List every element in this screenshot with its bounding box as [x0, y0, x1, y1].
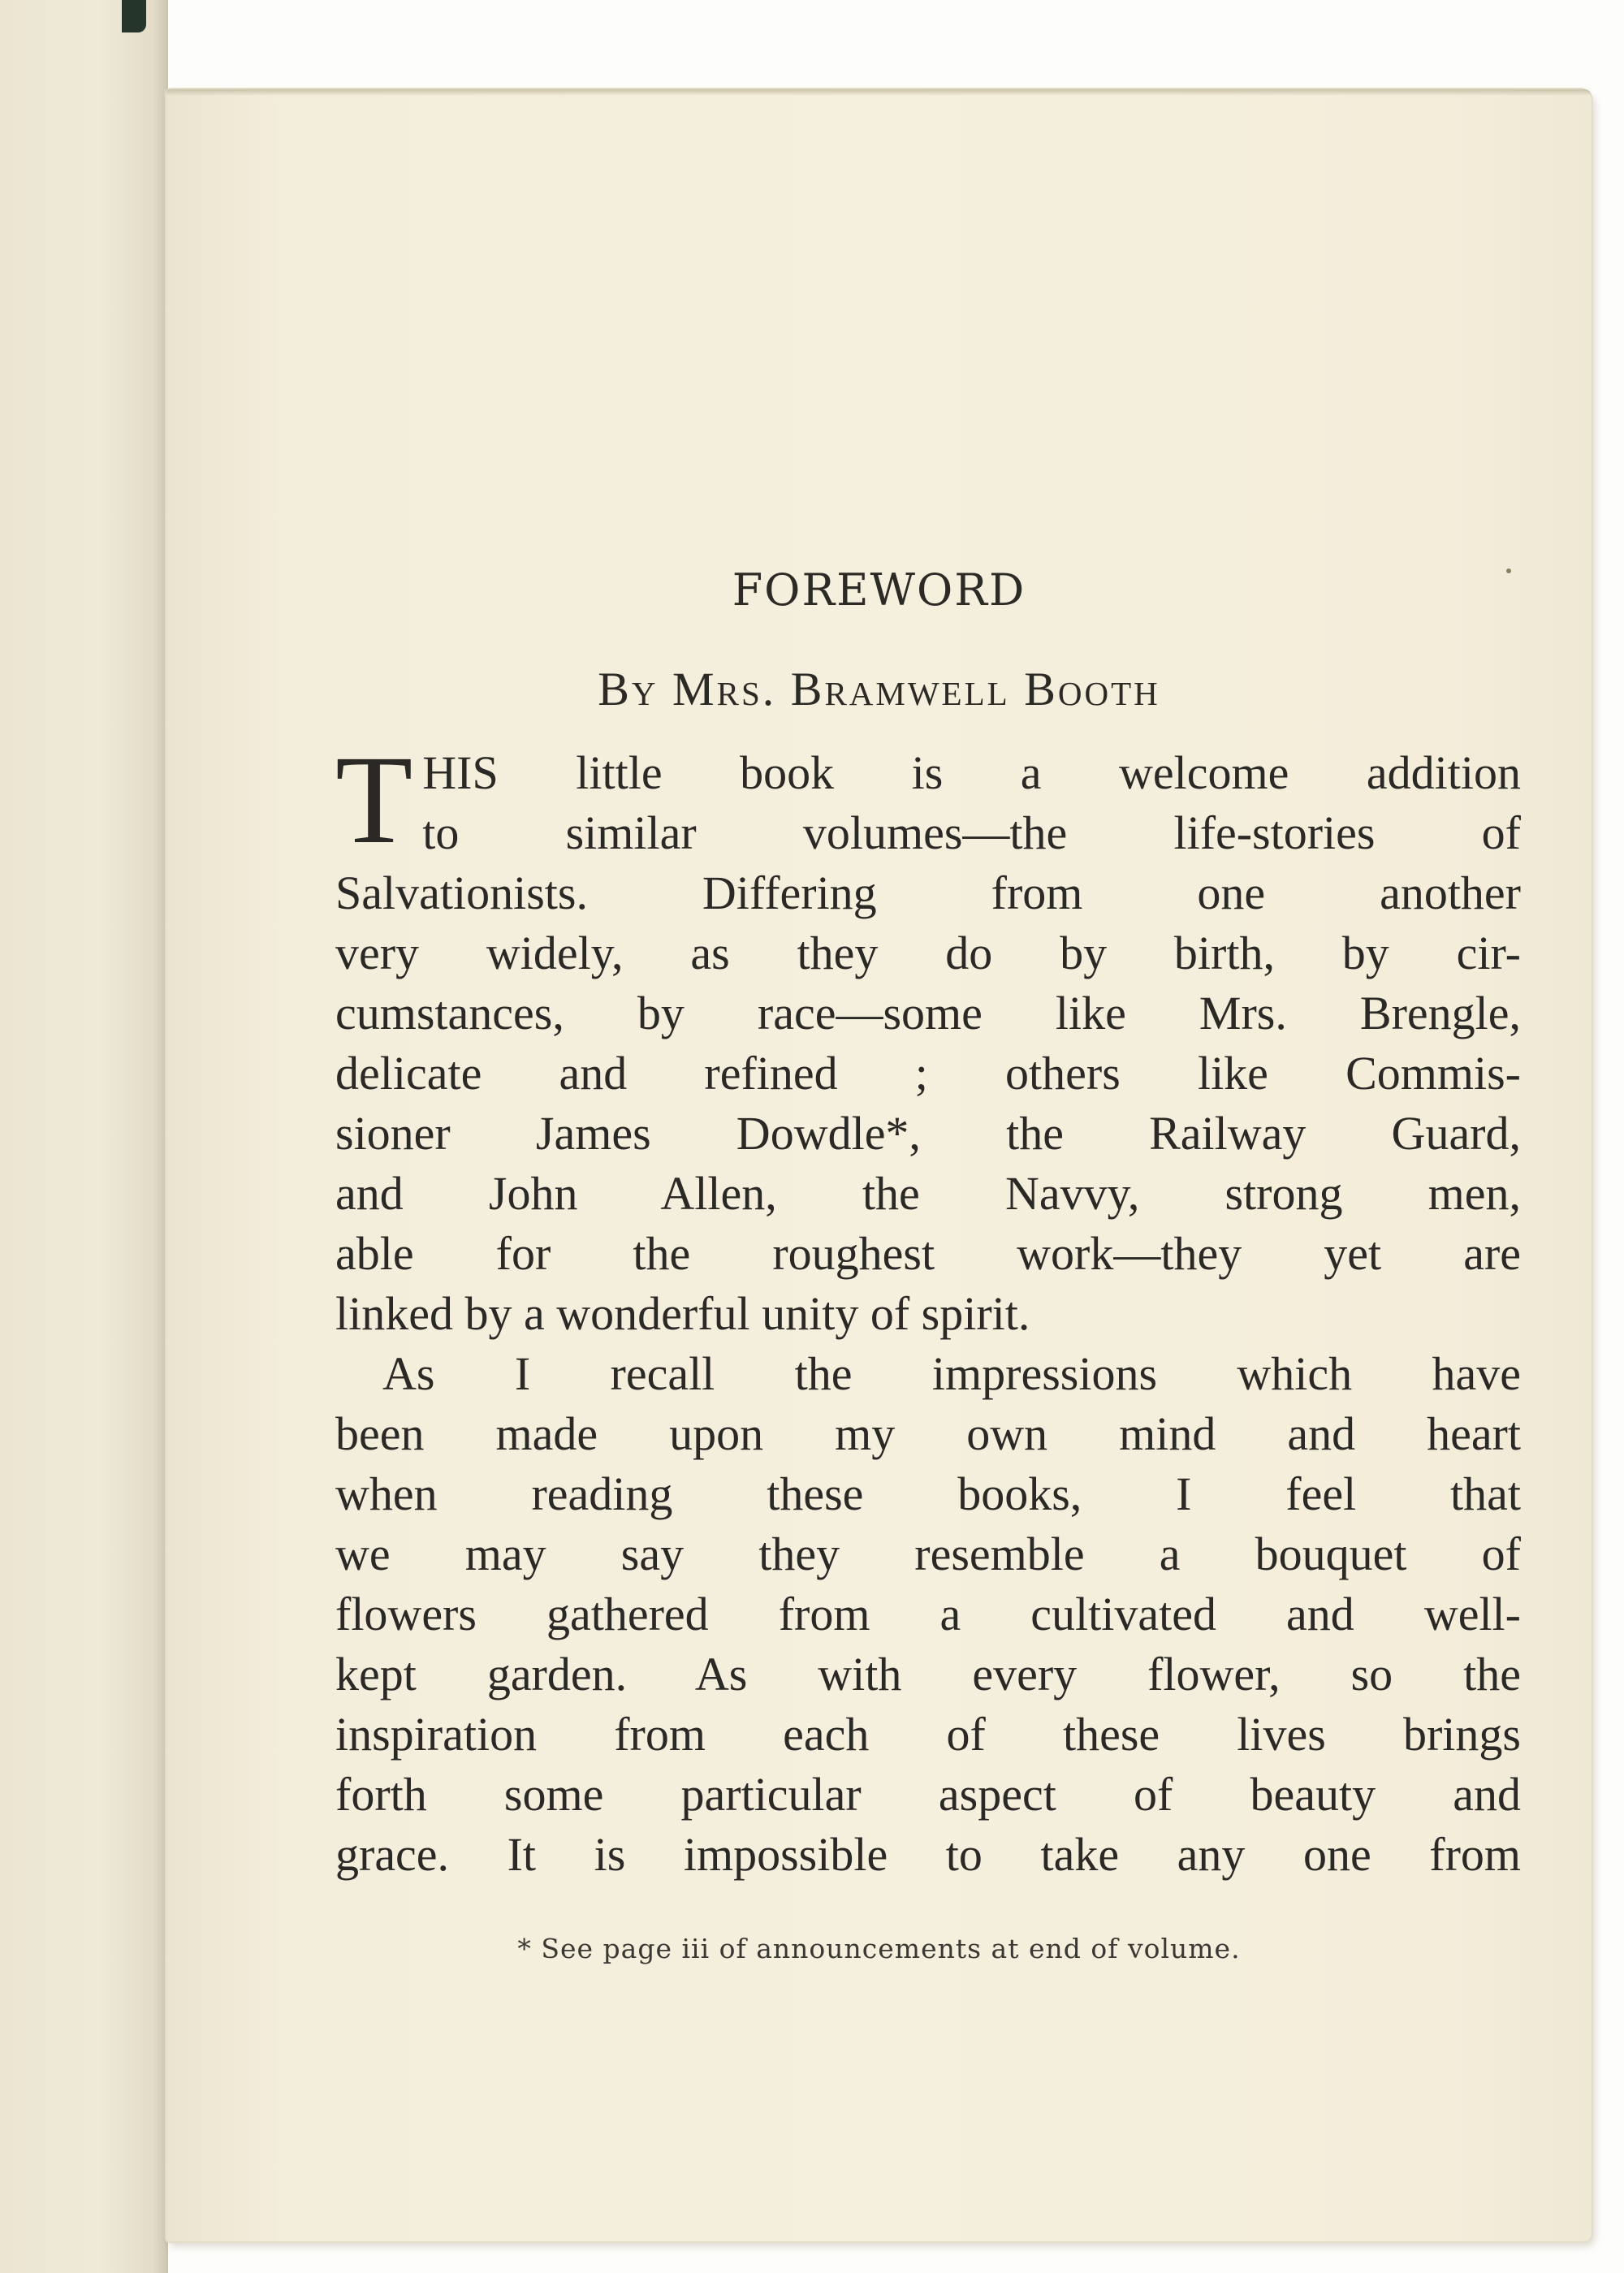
text-line: Salvationists. Differing from one another: [335, 866, 1521, 919]
cover-spine: [122, 0, 146, 32]
text-line: we may say they resemble a bouquet of: [335, 1528, 1521, 1580]
text-line: inspiration from each of these lives brings: [335, 1708, 1521, 1761]
paragraph-2: [335, 1344, 1521, 1885]
text-line: forth some particular aspect of beauty and: [335, 1768, 1521, 1821]
page-heading: FOREWORD: [732, 564, 1026, 616]
text-line: to similar volumes—the life-stories of: [422, 806, 1521, 859]
body-text: [335, 729, 1521, 1885]
text-line: very widely, as they do by birth, by cir-: [335, 927, 1521, 979]
text-line: kept garden. As with every flower, so the: [335, 1648, 1521, 1700]
text-line: and John Allen, the Navvy, strong men,: [335, 1167, 1521, 1220]
text-line: HIS little book is a welcome addition: [422, 746, 1521, 799]
text-line: able for the roughest work—they yet are: [335, 1227, 1521, 1280]
page-byline: By Mrs. Bramwell Booth: [598, 663, 1160, 715]
text-line: As I recall the impressions which have: [382, 1347, 1521, 1400]
left-page-edge: [0, 0, 168, 2273]
text-line: sioner James Dowdle*, the Railway Guard,: [335, 1107, 1521, 1160]
book-page: [166, 89, 1592, 2241]
drop-cap: T: [335, 729, 413, 870]
text-line: been made upon my own mind and heart: [335, 1407, 1521, 1460]
text-line: flowers gathered from a cultivated and well-: [335, 1588, 1521, 1640]
text-line: linked by a wonderful unity of spirit.: [335, 1287, 1030, 1340]
paragraph-1: [335, 729, 1521, 1344]
text-line: delicate and refined ; others like Commis-: [335, 1047, 1521, 1100]
footnote: * See page iii of announcements at end of volume.: [517, 1933, 1241, 1964]
text-line: grace. It is impossible to take any one from: [335, 1828, 1521, 1881]
text-line: when reading these books, I feel that: [335, 1467, 1521, 1520]
text-line: cumstances, by race—some like Mrs. Brengle,: [335, 987, 1521, 1039]
